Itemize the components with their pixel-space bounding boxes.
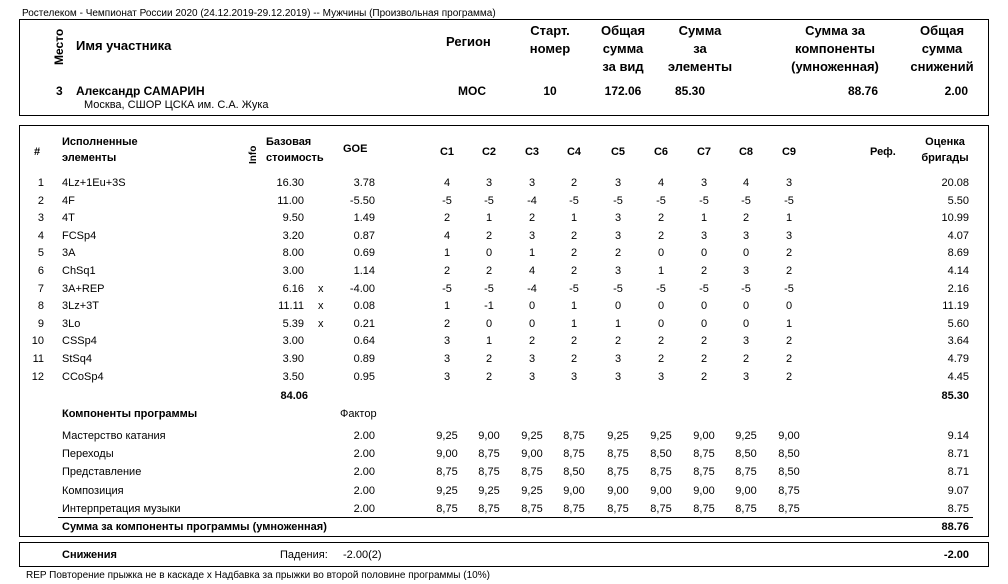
- component-judge-score: 8,75: [693, 466, 715, 479]
- judge-score: 0: [742, 247, 750, 260]
- element-number: 5: [37, 247, 44, 260]
- judge-score: 1: [785, 317, 793, 330]
- col-goe-header: GOE: [343, 143, 368, 155]
- component-judge-score: 8,50: [778, 448, 800, 461]
- component-name: Композиция: [62, 484, 124, 497]
- judge-score: 0: [700, 317, 708, 330]
- judge-score: 0: [485, 247, 493, 260]
- judge-score: 3: [614, 370, 622, 383]
- pcs-label-line: компоненты: [795, 41, 875, 56]
- element-code: CSSp4: [62, 335, 97, 348]
- component-score: 9.14: [947, 430, 969, 442]
- judge-score: 3: [614, 177, 622, 189]
- component-judge-score: 8,75: [478, 448, 500, 461]
- judge-score: 1: [614, 317, 622, 330]
- component-judge-score: 8,50: [778, 466, 800, 479]
- falls-value: -2.00(2): [343, 549, 382, 561]
- element-code: 3Lo: [62, 317, 81, 330]
- component-judge-score: 9,25: [607, 430, 629, 442]
- pcs-total-label: Сумма за компоненты программы (умноженная): [62, 521, 327, 533]
- judge-score: -5: [741, 282, 751, 295]
- element-panel-score: 5.60: [947, 317, 969, 330]
- col-ref-header: Реф.: [870, 146, 896, 158]
- judge-score: 0: [614, 300, 622, 313]
- skater-place: 3: [56, 84, 63, 98]
- component-name: Представление: [62, 466, 142, 479]
- element-panel-score: 8.69: [947, 247, 969, 260]
- components-label: Компоненты программы: [62, 408, 198, 420]
- tes-label-line: за: [693, 41, 707, 56]
- judge-score: -5: [613, 282, 623, 295]
- judge-score: 3: [700, 177, 708, 189]
- tes-label: [660, 22, 740, 76]
- element-goe: 1.14: [353, 265, 375, 277]
- element-goe: 0.69: [353, 247, 375, 260]
- judge-score: 2: [657, 335, 665, 348]
- judge-score: 0: [657, 317, 665, 330]
- col-panel-header: [905, 134, 985, 166]
- judge-score: 0: [742, 317, 750, 330]
- col-panel-header-line: бригады: [921, 152, 969, 164]
- judge-score: 1: [785, 212, 793, 225]
- element-panel-score: 4.14: [947, 265, 969, 277]
- judge-score: 2: [700, 370, 708, 383]
- element-number: 9: [37, 317, 44, 330]
- factor-label: Фактор: [340, 408, 377, 420]
- element-code: 4Lz+1Eu+3S: [62, 177, 126, 189]
- component-score: 8.75: [947, 502, 969, 515]
- judge-score: 3: [443, 353, 451, 365]
- judge-score: 2: [570, 247, 578, 260]
- judge-score: 4: [443, 229, 451, 242]
- judge-score: -5: [656, 282, 666, 295]
- judge-score: 0: [657, 300, 665, 313]
- judge-score: -5: [784, 282, 794, 295]
- element-goe: 0.95: [353, 370, 375, 383]
- judge-score: 2: [443, 317, 451, 330]
- judge-score: 1: [700, 212, 708, 225]
- skater-start-no: 10: [543, 84, 557, 98]
- judge-score: 2: [785, 335, 793, 348]
- judge-score: -4: [527, 282, 537, 295]
- element-goe: 0.89: [353, 353, 375, 365]
- component-judge-score: 9,00: [693, 430, 715, 442]
- judge-score: 0: [528, 300, 536, 313]
- judge-score: 0: [785, 300, 793, 313]
- judge-score: 0: [700, 300, 708, 313]
- judge-score: 2: [700, 265, 708, 277]
- component-judge-score: 9,25: [478, 484, 500, 497]
- judge-score: 2: [657, 353, 665, 365]
- element-number: 3: [37, 212, 44, 225]
- element-code: CCoSp4: [62, 370, 104, 383]
- judge-score: 3: [657, 370, 665, 383]
- judge-score: -5: [569, 282, 579, 295]
- component-judge-score: 9,00: [735, 484, 757, 497]
- judge-score: 2: [443, 265, 451, 277]
- element-base-value: 16.30: [276, 177, 304, 189]
- component-judge-score: 9,25: [436, 484, 458, 497]
- judge-score: 2: [785, 370, 793, 383]
- element-base-value: 9.50: [282, 212, 304, 225]
- judge-score: 2: [528, 335, 536, 348]
- ded-label-line: Общая: [919, 23, 965, 38]
- component-judge-score: 8,75: [650, 502, 672, 515]
- judge-score: 0: [485, 317, 493, 330]
- judge-score: 2: [614, 335, 622, 348]
- col-panel-header-line: Оценка: [925, 136, 965, 148]
- judge-score: 4: [443, 177, 451, 189]
- skater-tes: 85.30: [674, 84, 706, 98]
- element-number: 7: [37, 282, 44, 295]
- skater-pcs: 88.76: [847, 84, 878, 98]
- judge-score: 2: [485, 370, 493, 383]
- judge-score: 3: [614, 212, 622, 225]
- judge-score: 3: [742, 335, 750, 348]
- skater-name: Александр САМАРИН: [76, 84, 205, 98]
- element-number: 10: [31, 335, 44, 348]
- component-judge-score: 8,75: [563, 430, 585, 442]
- deductions-label: Снижения: [62, 549, 117, 561]
- component-judge-score: 9,25: [650, 430, 672, 442]
- judge-score: 3: [742, 229, 750, 242]
- judge-score: 1: [485, 335, 493, 348]
- component-judge-score: 9,00: [693, 484, 715, 497]
- deductions-total: -2.00: [943, 549, 969, 561]
- component-judge-score: 8,75: [478, 466, 500, 479]
- pcs-total: 88.76: [941, 521, 969, 533]
- element-number: 12: [31, 370, 44, 383]
- judge-score: 3: [614, 265, 622, 277]
- base-total: 84.06: [280, 390, 308, 402]
- judge-score: -5: [699, 194, 709, 207]
- component-judge-score: 8,75: [693, 448, 715, 461]
- judge-score: 2: [700, 335, 708, 348]
- col-elements-header: [62, 134, 138, 166]
- col-base-header-line: Базовая: [266, 136, 312, 148]
- element-panel-score: 10.99: [941, 212, 969, 225]
- component-score: 8.71: [947, 448, 969, 461]
- judge-score: 3: [742, 370, 750, 383]
- judge-score: 2: [570, 353, 578, 365]
- judge-score: -5: [784, 194, 794, 207]
- judge-score: 3: [485, 177, 493, 189]
- judge-score: -5: [699, 282, 709, 295]
- judge-score: 0: [657, 247, 665, 260]
- component-judge-score: 8,75: [607, 502, 629, 515]
- component-judge-score: 8,75: [478, 502, 500, 515]
- component-score: 8.71: [947, 466, 969, 479]
- pcs-total-divider: [58, 517, 973, 518]
- event-title: Ростелеком - Чемпионат России 2020 (24.12.2019-29.12.2019) -- Мужчины (Произвольная программа): [22, 8, 496, 19]
- component-judge-score: 8,75: [607, 466, 629, 479]
- component-judge-score: 8,75: [778, 484, 800, 497]
- judge-score: 2: [528, 212, 536, 225]
- component-judge-score: 8,75: [650, 466, 672, 479]
- judge-score: 2: [485, 265, 493, 277]
- col-base-header: [266, 134, 324, 166]
- component-judge-score: 8,75: [735, 502, 757, 515]
- judge-score: 2: [614, 247, 622, 260]
- ded-label: [902, 22, 982, 76]
- judge-score: 3: [700, 229, 708, 242]
- start-label: [520, 22, 580, 58]
- col-num-header: #: [34, 146, 41, 158]
- element-panel-score: 20.08: [941, 177, 969, 189]
- total-label-line: сумма: [602, 41, 644, 56]
- component-name: Переходы: [62, 448, 114, 461]
- element-number: 8: [37, 300, 44, 313]
- component-judge-score: 8,75: [693, 502, 715, 515]
- element-base-value: 3.00: [282, 335, 304, 348]
- element-base-value: 3.00: [282, 265, 304, 277]
- total-label-line: Общая: [600, 23, 646, 38]
- component-judge-score: 9,00: [478, 430, 500, 442]
- element-code: 4T: [62, 212, 75, 225]
- judge-score: 3: [570, 370, 578, 383]
- region-label: Регион: [446, 34, 491, 49]
- judge-score: -5: [656, 194, 666, 207]
- skater-club: Москва, СШОР ЦСКА им. С.А. Жука: [84, 99, 269, 111]
- judge-score: 0: [528, 317, 536, 330]
- col-base-header-line: стоимость: [266, 152, 324, 164]
- judge-score: -5: [741, 194, 751, 207]
- component-judge-score: 8,75: [735, 466, 757, 479]
- element-panel-score: 3.64: [947, 335, 969, 348]
- element-code: FCSp4: [62, 229, 97, 242]
- judge-score: -5: [484, 282, 494, 295]
- judge-score: 1: [485, 212, 493, 225]
- component-name: Интерпретация музыки: [62, 502, 181, 515]
- judge-score: 4: [528, 265, 536, 277]
- footnote: REP Повторение прыжка не в каскаде x Надбавка за прыжки во второй половине программы (10%): [26, 570, 490, 581]
- ded-label-line: сумма: [921, 41, 963, 56]
- judge-score: -5: [569, 194, 579, 207]
- element-goe: -4.00: [349, 282, 375, 295]
- component-judge-score: 9,25: [521, 484, 543, 497]
- judge-score: 3: [528, 229, 536, 242]
- element-panel-score: 4.07: [947, 229, 969, 242]
- element-base-value: 8.00: [282, 247, 304, 260]
- component-judge-score: 9,25: [436, 430, 458, 442]
- component-judge-score: 9,00: [778, 430, 800, 442]
- component-judge-score: 8,75: [436, 466, 458, 479]
- judge-score: -5: [442, 282, 452, 295]
- judge-score: 4: [742, 177, 750, 189]
- judge-score: 2: [657, 229, 665, 242]
- component-judge-score: 9,00: [563, 484, 585, 497]
- tes-label-line: элементы: [667, 59, 733, 74]
- element-code: 3A: [62, 247, 76, 260]
- tes-total: 85.30: [941, 390, 969, 402]
- judge-score: 1: [443, 247, 451, 260]
- element-base-value: 5.39: [282, 317, 304, 330]
- judge-score: 2: [570, 177, 578, 189]
- judge-score: 3: [614, 353, 622, 365]
- judge-score: 2: [700, 353, 708, 365]
- component-judge-score: 9,00: [436, 448, 458, 461]
- judge-score: 1: [443, 300, 451, 313]
- judge-score: 2: [785, 353, 793, 365]
- element-number: 6: [37, 265, 44, 277]
- start-label-line: номер: [529, 41, 571, 56]
- element-panel-score: 4.79: [947, 353, 969, 365]
- judge-score: 2: [485, 229, 493, 242]
- judge-score: 2: [785, 265, 793, 277]
- element-code: StSq4: [62, 353, 92, 365]
- element-goe: 0.21: [353, 317, 375, 330]
- place-label: Место: [52, 28, 66, 65]
- element-code: ChSq1: [62, 265, 96, 277]
- start-label-line: Старт.: [530, 23, 570, 38]
- col-elements-header-line: Исполненные: [62, 136, 138, 148]
- skater-region: МОС: [458, 84, 486, 98]
- component-factor: 2.00: [353, 448, 375, 461]
- judge-score: 3: [742, 265, 750, 277]
- component-judge-score: 8,50: [563, 466, 585, 479]
- element-goe: 0.08: [353, 300, 375, 313]
- element-panel-score: 4.45: [947, 370, 969, 383]
- component-judge-score: 9,00: [607, 484, 629, 497]
- element-base-value: 3.50: [282, 370, 304, 383]
- col-elements-header-line: элементы: [62, 152, 117, 164]
- component-judge-score: 8,50: [650, 448, 672, 461]
- element-goe: -5.50: [349, 194, 375, 207]
- element-number: 2: [37, 194, 44, 207]
- judge-score: 3: [785, 229, 793, 242]
- element-bonus-mark: x: [318, 282, 324, 295]
- element-bonus-mark: x: [318, 317, 324, 330]
- element-panel-score: 5.50: [947, 194, 969, 207]
- judge-score: 2: [570, 265, 578, 277]
- pcs-label: [775, 22, 895, 76]
- judge-score: 3: [614, 229, 622, 242]
- component-judge-score: 8,75: [563, 448, 585, 461]
- total-label: [593, 22, 653, 76]
- element-number: 1: [37, 177, 44, 189]
- component-judge-score: 8,50: [735, 448, 757, 461]
- deductions-box: [19, 542, 989, 567]
- component-factor: 2.00: [353, 484, 375, 497]
- component-judge-score: 8,75: [521, 466, 543, 479]
- pcs-label-line: Сумма за: [805, 23, 865, 38]
- falls-label: Падения:: [280, 549, 328, 561]
- judge-header-c2: C2: [481, 146, 497, 158]
- judge-header-c5: C5: [610, 146, 626, 158]
- judge-score: 0: [700, 247, 708, 260]
- judge-score: 1: [657, 265, 665, 277]
- element-bonus-mark: x: [318, 300, 324, 313]
- judge-score: 2: [657, 212, 665, 225]
- component-judge-score: 8,75: [521, 502, 543, 515]
- pcs-label-line: (умноженная): [791, 59, 879, 74]
- element-base-value: 3.90: [282, 353, 304, 365]
- element-number: 11: [32, 353, 44, 365]
- component-judge-score: 9,00: [650, 484, 672, 497]
- element-goe: 1.49: [353, 212, 375, 225]
- judge-header-c1: C1: [439, 146, 455, 158]
- judge-score: 3: [528, 353, 536, 365]
- component-name: Мастерство катания: [62, 430, 166, 442]
- element-code: 3A+REP: [62, 282, 105, 295]
- judge-score: 1: [570, 300, 578, 313]
- element-base-value: 3.20: [282, 229, 304, 242]
- element-panel-score: 11.19: [942, 300, 969, 313]
- component-judge-score: 8,75: [436, 502, 458, 515]
- component-judge-score: 8,75: [563, 502, 585, 515]
- element-code: 3Lz+3T: [62, 300, 99, 313]
- total-label-line: за вид: [602, 59, 644, 74]
- skater-total: 172.06: [604, 84, 642, 98]
- judge-score: 3: [528, 177, 536, 189]
- element-base-value: 11.11: [278, 300, 304, 313]
- tes-label-line: Сумма: [678, 23, 722, 38]
- judge-score: 2: [485, 353, 493, 365]
- component-factor: 2.00: [353, 502, 375, 515]
- judge-score: 1: [570, 212, 578, 225]
- judge-header-c9: C9: [781, 146, 797, 158]
- judge-score: -5: [484, 194, 494, 207]
- judge-score: 0: [742, 300, 750, 313]
- judge-score: -4: [527, 194, 537, 207]
- judge-score: 2: [742, 353, 750, 365]
- component-score: 9.07: [947, 484, 969, 497]
- judge-score: 1: [570, 317, 578, 330]
- judge-score: 2: [570, 229, 578, 242]
- component-judge-score: 8,75: [607, 448, 629, 461]
- col-info-header: Info: [248, 145, 259, 164]
- component-judge-score: 9,00: [521, 448, 543, 461]
- element-base-value: 6.16: [282, 282, 304, 295]
- judge-score: 3: [443, 335, 451, 348]
- judge-score: 2: [443, 212, 451, 225]
- component-judge-score: 8,75: [778, 502, 800, 515]
- element-number: 4: [37, 229, 44, 242]
- element-goe: 0.64: [353, 335, 375, 348]
- judge-score: 2: [785, 247, 793, 260]
- element-code: 4F: [62, 194, 75, 207]
- judge-header-c8: C8: [738, 146, 754, 158]
- name-label: Имя участника: [76, 38, 172, 53]
- judge-score: 4: [657, 177, 665, 189]
- judge-score: -1: [484, 300, 494, 313]
- judge-score: 2: [570, 335, 578, 348]
- skater-deductions: 2.00: [944, 84, 968, 98]
- component-factor: 2.00: [353, 466, 375, 479]
- judge-score: 3: [443, 370, 451, 383]
- judge-header-c7: C7: [696, 146, 712, 158]
- component-factor: 2.00: [353, 430, 375, 442]
- judge-score: 3: [528, 370, 536, 383]
- judge-header-c3: C3: [524, 146, 540, 158]
- judge-score: 2: [742, 212, 750, 225]
- element-goe: 3.78: [353, 177, 375, 189]
- judge-score: 1: [528, 247, 536, 260]
- judge-header-c4: C4: [566, 146, 582, 158]
- judge-score: 3: [785, 177, 793, 189]
- judge-header-c6: C6: [653, 146, 669, 158]
- ded-label-line: снижений: [910, 59, 974, 74]
- component-judge-score: 9,25: [521, 430, 543, 442]
- judge-score: -5: [442, 194, 452, 207]
- element-goe: 0.87: [353, 229, 375, 242]
- element-base-value: 11.00: [277, 194, 304, 207]
- judge-score: -5: [613, 194, 623, 207]
- element-panel-score: 2.16: [947, 282, 969, 295]
- component-judge-score: 9,25: [735, 430, 757, 442]
